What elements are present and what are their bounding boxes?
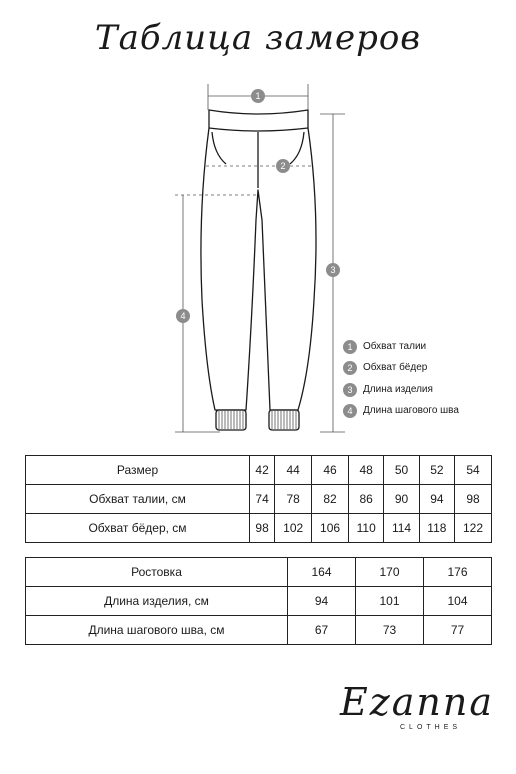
marker-2	[276, 159, 290, 173]
pants-diagram	[0, 70, 516, 450]
table-cell: 73	[356, 616, 424, 645]
page-title: Таблица замеров	[94, 18, 422, 58]
table-row	[26, 558, 492, 587]
row-label: Обхват бёдер, см	[26, 514, 250, 543]
row-label: Обхват талии, см	[26, 485, 250, 514]
table-cell: 122	[455, 514, 492, 543]
svg-text:4: 4	[180, 311, 186, 321]
table-cell: 82	[312, 485, 349, 514]
table-cell: 94	[288, 587, 356, 616]
table-cell: 170	[356, 558, 424, 587]
marker-4	[176, 309, 190, 323]
row-label: Размер	[26, 456, 250, 485]
table-cell: 104	[424, 587, 492, 616]
legend-label: Обхват талии	[363, 341, 427, 352]
table-row	[26, 616, 492, 645]
legend-label: Длина изделия	[363, 384, 433, 395]
svg-text:2: 2	[280, 161, 286, 171]
table-cell: 102	[275, 514, 312, 543]
table-cell: 90	[384, 485, 419, 514]
table-cell: 74	[250, 485, 275, 514]
table-cell: 98	[250, 514, 275, 543]
svg-text:1: 1	[255, 91, 261, 101]
height-table	[25, 557, 492, 645]
brand-sub: CLOTHES	[400, 724, 462, 731]
table-row	[26, 514, 492, 543]
table-cell: 44	[275, 456, 312, 485]
brand-name: Ezanna	[340, 680, 495, 724]
table-cell: 48	[349, 456, 384, 485]
legend-num: 1	[343, 340, 357, 354]
table-cell: 78	[275, 485, 312, 514]
svg-text:3: 3	[330, 265, 336, 275]
legend-label: Длина шагового шва	[363, 405, 459, 416]
table-row	[26, 485, 492, 514]
row-label: Длина шагового шва, см	[26, 616, 288, 645]
marker-3	[326, 263, 340, 277]
table-cell: 118	[419, 514, 454, 543]
table-cell: 101	[356, 587, 424, 616]
table-cell: 42	[250, 456, 275, 485]
row-label: Длина изделия, см	[26, 587, 288, 616]
table-cell: 98	[455, 485, 492, 514]
table-cell: 67	[288, 616, 356, 645]
legend-label: Обхват бёдер	[363, 362, 428, 373]
table-cell: 54	[455, 456, 492, 485]
marker-1	[251, 89, 265, 103]
size-table	[25, 455, 492, 543]
table-cell: 50	[384, 456, 419, 485]
table-cell: 77	[424, 616, 492, 645]
table-cell: 114	[384, 514, 419, 543]
table-cell: 52	[419, 456, 454, 485]
table-cell: 164	[288, 558, 356, 587]
legend-num: 3	[343, 383, 357, 397]
table-cell: 110	[349, 514, 384, 543]
table-cell: 94	[419, 485, 454, 514]
legend-num: 2	[343, 361, 357, 375]
table-row	[26, 456, 492, 485]
row-label: Ростовка	[26, 558, 288, 587]
table-cell: 176	[424, 558, 492, 587]
brand-logo	[340, 680, 500, 750]
table-row	[26, 587, 492, 616]
table-cell: 46	[312, 456, 349, 485]
table-cell: 86	[349, 485, 384, 514]
table-cell: 106	[312, 514, 349, 543]
legend-num: 4	[343, 404, 357, 418]
